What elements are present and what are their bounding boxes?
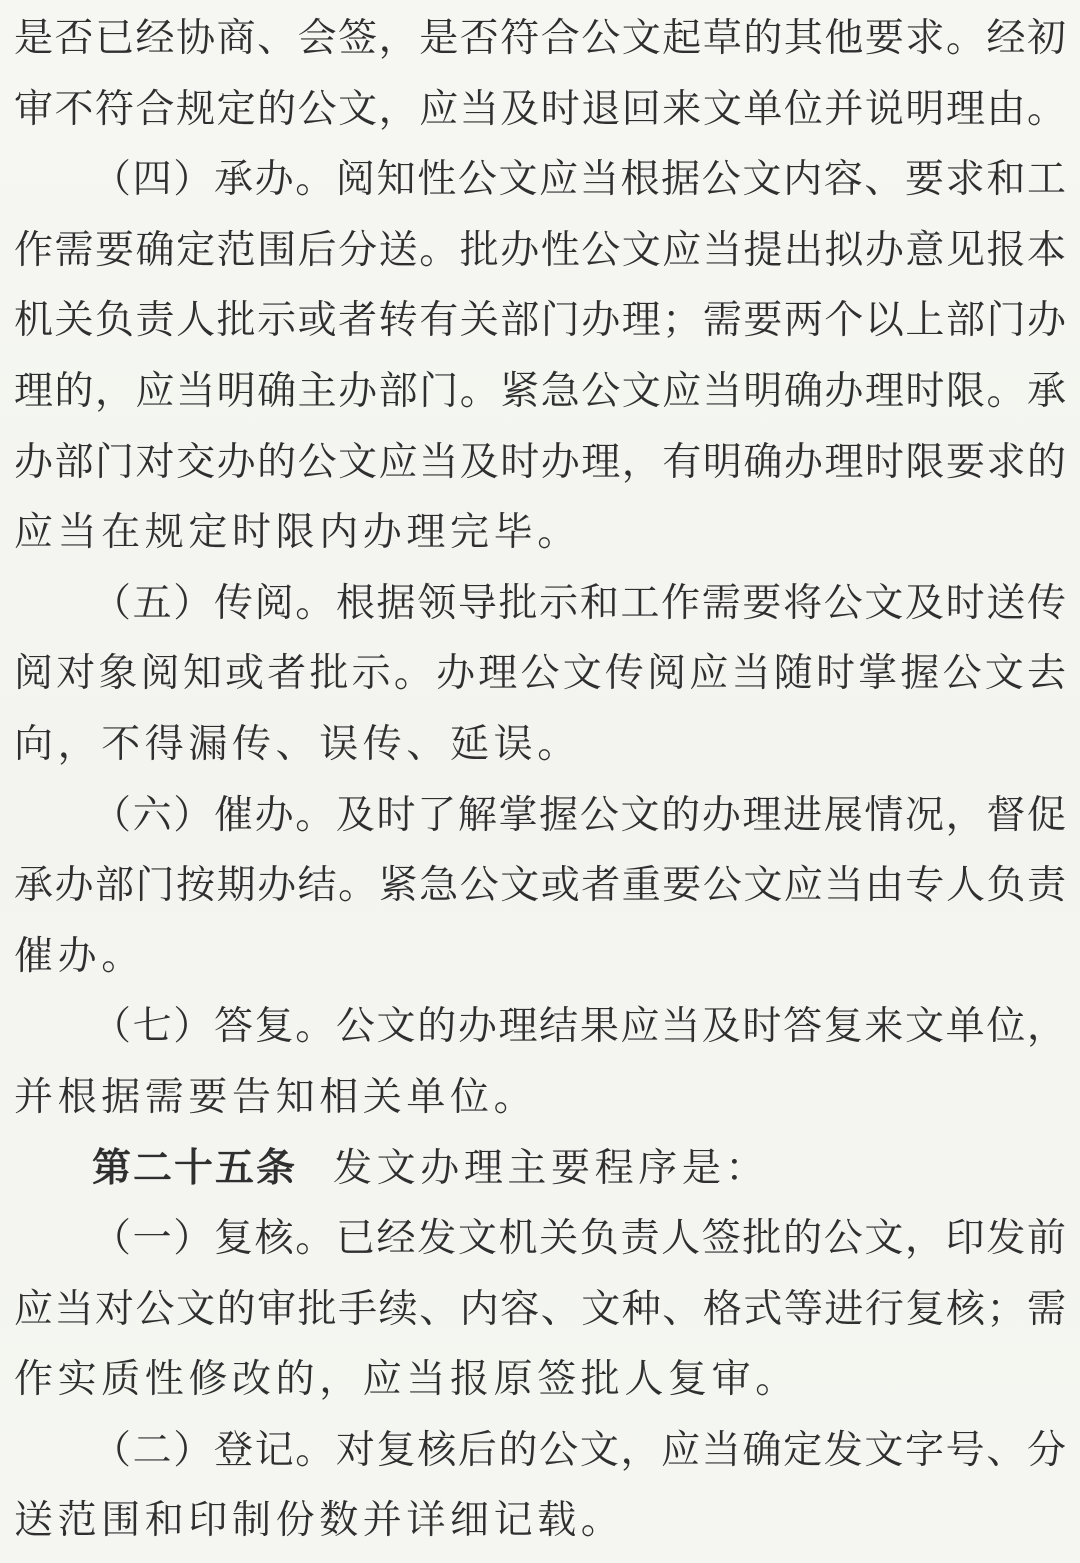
text-line: 理的，应当明确主办部门。紧急公文应当明确办理时限。承 [14, 368, 1066, 414]
article-heading-line [14, 1134, 1066, 1205]
text-line: 办部门对交办的公文应当及时办理，有明确办理时限要求的 [14, 439, 1066, 485]
text-line: 承办部门按期办结。紧急公文或者重要公文应当由专人负责 [14, 863, 1066, 909]
text-line: 作需要确定范围后分送。批办性公文应当提出拟办意见报本 [14, 227, 1066, 273]
paragraph-start-line: （五）传阅。根据领导批示和工作需要将公文及时送传 [92, 580, 1066, 626]
text-line: 催办。 [14, 933, 145, 979]
text-line: 阅对象阅知或者批示。办理公文传阅应当随时掌握公文去 [14, 651, 1066, 697]
text-line: 应当对公文的审批手续、内容、文种、格式等进行复核；需 [14, 1286, 1066, 1332]
paragraph-start-line: （七）答复。公文的办理结果应当及时答复来文单位， [92, 1004, 1066, 1050]
paragraph-start-line: （二）登记。对复核后的公文，应当确定发文字号、分 [92, 1427, 1066, 1473]
paragraph-start-line: （六）催办。及时了解掌握公文的办理进展情况，督促 [92, 792, 1066, 838]
text-line: 送范围和印制份数并详细记载。 [14, 1498, 625, 1544]
article-heading: 第二十五条 [92, 1145, 298, 1191]
text-line: 审不符合规定的公文，应当及时退回来文单位并说明理由。 [14, 86, 1066, 132]
text-line: 向，不得漏传、误传、延误。 [14, 721, 581, 767]
paragraph-start-line: （四）承办。阅知性公文应当根据公文内容、要求和工 [92, 157, 1066, 203]
text-line: 作实质性修改的，应当报原签批人复审。 [14, 1357, 799, 1403]
text-line: 机关负责人批示或者转有关部门办理；需要两个以上部门办 [14, 298, 1066, 344]
article-heading-text: 发文办理主要程序是： [333, 1145, 770, 1191]
text-line: 并根据需要告知相关单位。 [14, 1074, 538, 1120]
text-line: 应当在规定时限内办理完毕。 [14, 510, 581, 556]
paragraph-start-line: （一）复核。已经发文机关负责人签批的公文，印发前 [92, 1216, 1066, 1262]
text-line: 是否已经协商、会签，是否符合公文起草的其他要求。经初 [14, 16, 1066, 61]
